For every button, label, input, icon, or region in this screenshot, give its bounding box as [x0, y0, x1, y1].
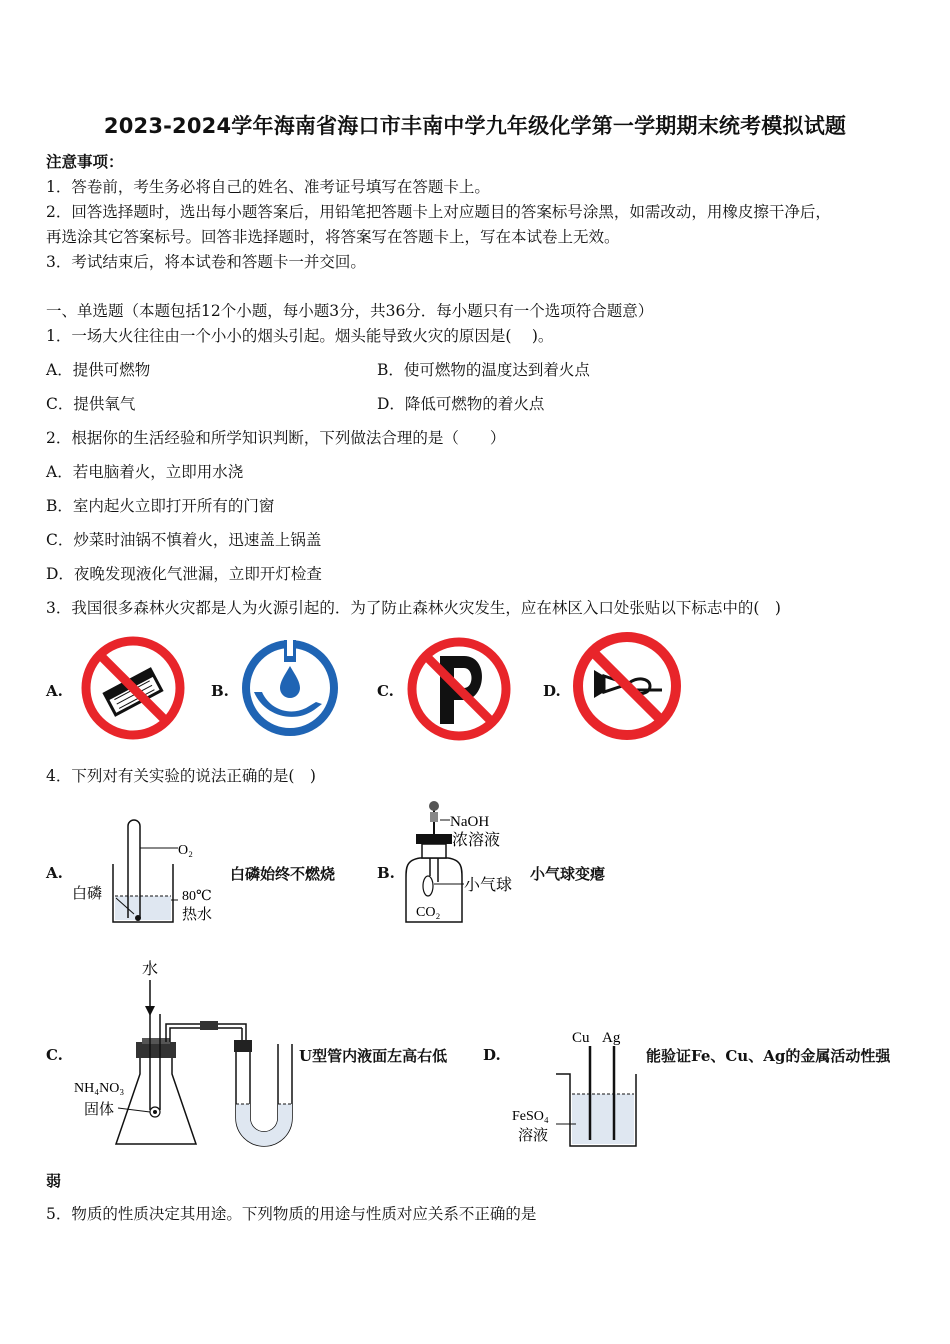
q4-option-d-label[interactable]: D.	[483, 1046, 501, 1064]
q4-option-c-label[interactable]: C.	[46, 1046, 63, 1064]
q4-option-d-caption: 能验证Fe、Cu、Ag的金属活动性强	[646, 1047, 891, 1065]
q1-option-b[interactable]: B．使可燃物的温度达到着火点	[377, 361, 590, 379]
cu-label: Cu	[572, 1030, 590, 1046]
ammonium-nitrate-apparatus	[70, 954, 300, 1154]
q1-option-c[interactable]: C．提供氧气	[46, 395, 136, 413]
page-title: 2023-2024学年海南省海口市丰南中学九年级化学第一学期期末统考模拟试题	[103, 114, 847, 138]
solution-label: 溶液	[518, 1128, 549, 1144]
solid-label: 固体	[84, 1102, 115, 1118]
o2-label: O₂	[178, 843, 193, 858]
question-3-stem: 3．我国很多森林火灾都是人为火源引起的．为了防止森林火灾发生，应在林区入口处张贴以下标志中的( )	[46, 599, 781, 617]
q2-option-b[interactable]: B．室内起火立即打开所有的门窗	[46, 497, 275, 515]
section-heading: 一、单选题（本题包括12个小题，每小题3分，共36分．每小题只有一个选项符合题意）	[46, 302, 654, 320]
co2-label: CO₂	[416, 905, 441, 920]
q4-option-a-label[interactable]: A.	[46, 864, 63, 882]
question-2-stem: 2．根据你的生活经验和所学知识判断，下列做法合理的是（ ）	[46, 429, 506, 447]
nh4no3-label: NH₄NO₃	[74, 1081, 125, 1096]
co2-balloon-apparatus	[400, 798, 525, 928]
q2-option-c[interactable]: C．炒菜时油锅不慎着火，迅速盖上锅盖	[46, 531, 322, 549]
question-5-stem: 5．物质的性质决定其用途。下列物质的用途与性质对应关系不正确的是	[46, 1205, 537, 1223]
naoh-label: NaOH	[450, 814, 490, 830]
question-1-stem: 1．一场大火往往由一个小小的烟头引起。烟头能导致火灾的原因是( )。	[46, 327, 554, 345]
notice-item: 3．考试结束后，将本试卷和答题卡一并交回。	[46, 253, 366, 271]
metal-activity-apparatus	[510, 1024, 642, 1154]
q1-option-d[interactable]: D．降低可燃物的着火点	[377, 395, 545, 413]
q3-option-b-label[interactable]: B.	[211, 682, 229, 700]
q3-option-d-label[interactable]: D.	[543, 682, 561, 700]
notice-item: 再选涂其它答案标号。回答非选择题时，将答案写在答题卡上，写在本试卷上无效。	[46, 228, 620, 246]
q3-option-c-label[interactable]: C.	[377, 682, 394, 700]
water-label: 水	[142, 961, 159, 978]
q4-option-c-caption: U型管内液面左高右低	[299, 1047, 448, 1065]
q2-option-d[interactable]: D．夜晚发现液化气泄漏，立即开灯检查	[46, 565, 322, 583]
q1-option-a[interactable]: A．提供可燃物	[46, 361, 151, 379]
water-saving-sign-icon[interactable]	[240, 638, 340, 738]
phosphorus-label: 白磷	[72, 886, 103, 902]
temp-label: 80℃	[182, 889, 212, 904]
no-matches-sign-icon[interactable]	[78, 634, 188, 742]
q4-option-a-caption: 白磷始终不燃烧	[230, 865, 336, 883]
q4-option-b-caption: 小气球变瘪	[530, 865, 606, 883]
ag-label: Ag	[602, 1030, 621, 1046]
q4-option-d-caption-cont: 弱	[46, 1172, 62, 1190]
notice-heading: 注意事项：	[46, 152, 124, 171]
q2-option-a[interactable]: A．若电脑着火，立即用水浇	[46, 463, 244, 481]
q4-option-b-label[interactable]: B.	[377, 864, 395, 882]
question-4-stem: 4．下列对有关实验的说法正确的是( )	[46, 767, 316, 785]
no-honking-sign-icon[interactable]	[570, 630, 684, 742]
hot-water-label: 热水	[182, 907, 213, 923]
feso4-label: FeSO₄	[512, 1109, 549, 1124]
naoh-solution-label: 浓溶液	[452, 832, 501, 849]
q3-option-a-label[interactable]: A.	[46, 682, 63, 700]
no-parking-sign-icon[interactable]	[404, 636, 514, 742]
balloon-label: 小气球	[464, 877, 513, 894]
white-phosphorus-apparatus	[68, 818, 223, 928]
notice-item: 1．答卷前，考生务必将自己的姓名、准考证号填写在答题卡上。	[46, 178, 490, 196]
notice-item: 2．回答选择题时，选出每小题答案后，用铅笔把答题卡上对应题目的答案标号涂黑，如需改动，用橡皮擦干净后，	[46, 203, 831, 221]
